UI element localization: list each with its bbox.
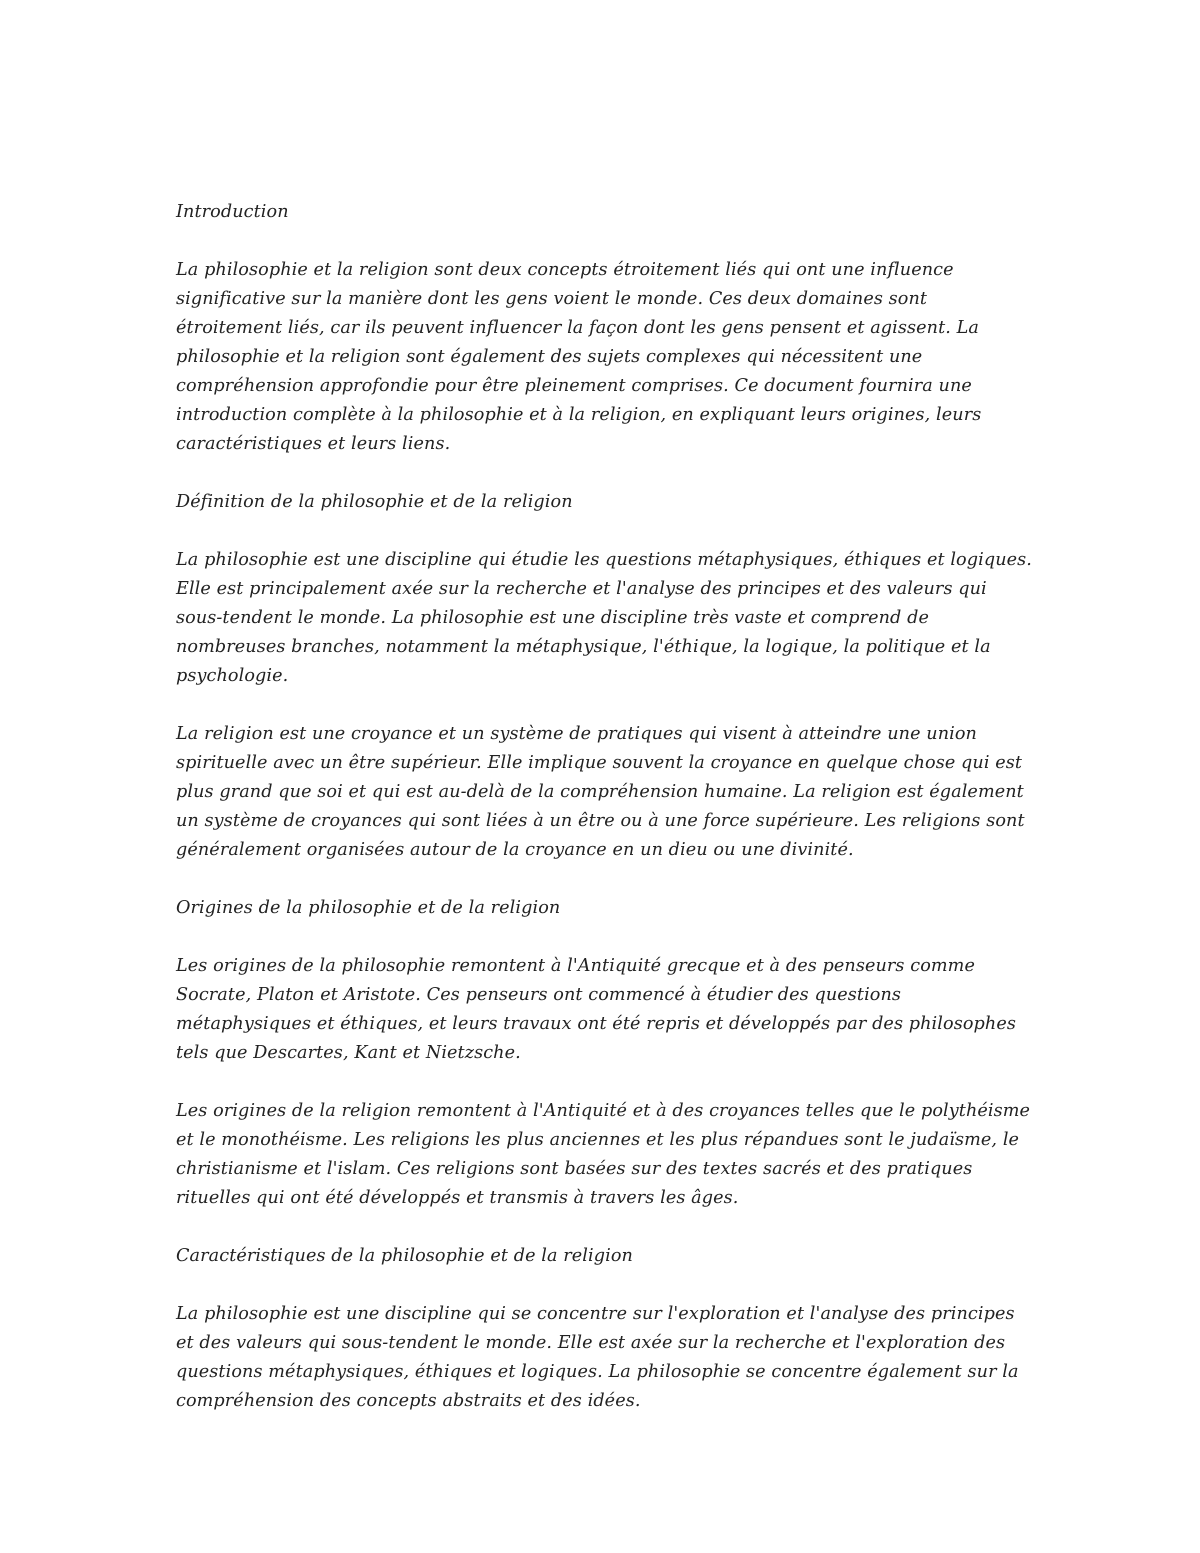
section-heading: Définition de la philosophie et de la religion bbox=[176, 492, 573, 512]
paragraph: La philosophie et la religion sont deux concepts étroitement liés qui ont une influence significative sur la manière dont les gens voient le monde. Ces deux domaines sont étroitement liés, car ils peuvent influencer la façon dont les gens pensent et agissent. La philosophie et la religion sont également des sujets complexes qui nécessitent une compréhension approfondie pour être pleinement comprises. Ce document fournira une introduction complète à la philosophie et à la religion, en expliquant leurs origines, leurs caractéristiques et leurs liens. bbox=[176, 260, 982, 454]
section-caracteristiques bbox=[176, 1242, 1036, 1416]
paragraph: La philosophie est une discipline qui se concentre sur l'exploration et l'analyse des principes et des valeurs qui sous-tendent le monde. Elle est axée sur la recherche et l'exploration des questions métaphysiques, éthiques et logiques. La philosophie se concentre également sur la compréhension des concepts abstraits et des idées. bbox=[176, 1304, 1019, 1411]
section-heading: Origines de la philosophie et de la religion bbox=[176, 898, 561, 918]
document-body bbox=[176, 198, 1036, 1445]
section-heading: Caractéristiques de la philosophie et de la religion bbox=[176, 1246, 633, 1266]
paragraph: Les origines de la philosophie remontent à l'Antiquité grecque et à des penseurs comme Socrate, Platon et Aristote. Ces penseurs ont commencé à étudier des questions métaphysiques et éthiques, et leurs travaux ont été repris et développés par des philosophes tels que Descartes, Kant et Nietzsche. bbox=[176, 956, 1016, 1063]
section-heading: Introduction bbox=[176, 202, 289, 222]
section-introduction bbox=[176, 198, 1036, 459]
paragraph: Les origines de la religion remontent à l'Antiquité et à des croyances telles que le polythéisme et le monothéisme. Les religions les plus anciennes et les plus répandues sont le judaïsme, le christianisme et l'islam. Ces religions sont basées sur des textes sacrés et des pratiques rituelles qui ont été développés et transmis à travers les âges. bbox=[176, 1101, 1031, 1208]
section-origines bbox=[176, 894, 1036, 1213]
section-definition bbox=[176, 488, 1036, 865]
paragraph: La religion est une croyance et un système de pratiques qui visent à atteindre une union spirituelle avec un être supérieur. Elle implique souvent la croyance en quelque chose qui est plus grand que soi et qui est au-delà de la compréhension humaine. La religion est également un système de croyances qui sont liées à un être ou à une force supérieure. Les religions sont généralement organisées autour de la croyance en un dieu ou une divinité. bbox=[176, 724, 1025, 860]
paragraph: La philosophie est une discipline qui étudie les questions métaphysiques, éthiques et logiques. Elle est principalement axée sur la recherche et l'analyse des principes et des valeurs qui sous-tendent le monde. La philosophie est une discipline très vaste et comprend de nombreuses branches, notamment la métaphysique, l'éthique, la logique, la politique et la psychologie. bbox=[176, 550, 1032, 686]
